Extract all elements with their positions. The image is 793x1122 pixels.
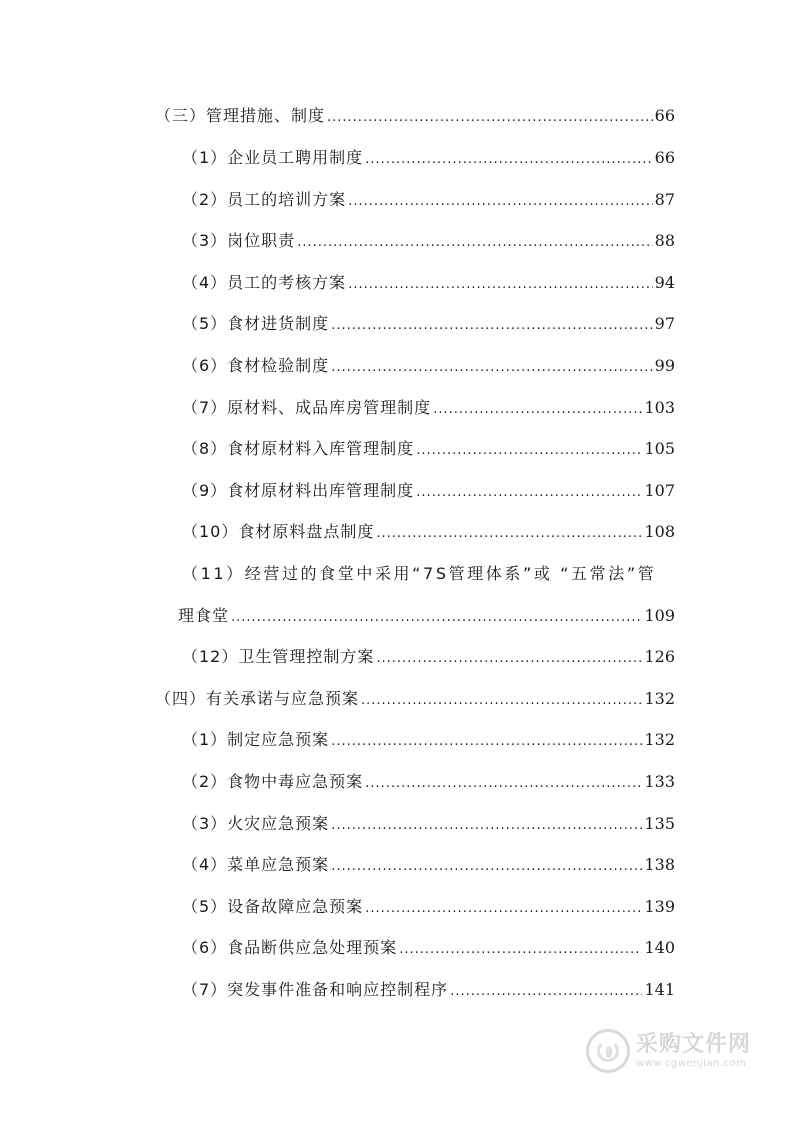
toc-entry-label: （1）制定应急预案 bbox=[182, 730, 330, 749]
toc-entry-page: 133 bbox=[644, 772, 675, 791]
toc-entry-section-4[interactable] bbox=[155, 689, 675, 709]
toc-entry-label: （12）卫生管理控制方案 bbox=[182, 647, 375, 666]
toc-entry[interactable] bbox=[182, 356, 675, 376]
dot-leader bbox=[348, 275, 652, 295]
dot-leader bbox=[365, 774, 642, 794]
toc-entry-label: （6）食材检验制度 bbox=[182, 356, 330, 375]
dot-leader bbox=[331, 816, 642, 836]
toc-entry[interactable] bbox=[182, 439, 675, 459]
watermark-text bbox=[636, 1032, 751, 1070]
toc-entry-page: 132 bbox=[644, 730, 675, 749]
toc-entry-label: （4）员工的考核方案 bbox=[182, 273, 347, 292]
dot-leader bbox=[331, 358, 652, 378]
dot-leader bbox=[365, 899, 642, 919]
toc-entry-section-3[interactable] bbox=[155, 106, 675, 126]
toc-entry[interactable] bbox=[182, 814, 675, 834]
dot-leader bbox=[416, 441, 642, 461]
toc-entry-page: 105 bbox=[644, 439, 675, 458]
toc-entry[interactable] bbox=[182, 730, 675, 750]
toc-entry[interactable] bbox=[182, 980, 675, 1000]
toc-entry-page: 97 bbox=[654, 314, 675, 333]
toc-entry-label: （7）突发事件准备和响应控制程序 bbox=[182, 980, 449, 999]
watermark bbox=[586, 1022, 756, 1080]
toc-entry-label: （2）食物中毒应急预案 bbox=[182, 772, 364, 791]
toc-entry[interactable] bbox=[182, 231, 675, 251]
dot-leader bbox=[331, 732, 642, 752]
dot-leader bbox=[327, 108, 653, 128]
toc-entry-label: （7）原材料、成品库房管理制度 bbox=[182, 398, 432, 417]
toc-entry-label: （1）企业员工聘用制度 bbox=[182, 148, 364, 167]
watermark-site-name: 采购文件网 bbox=[636, 1032, 752, 1057]
toc-entry[interactable] bbox=[182, 855, 675, 875]
dot-leader bbox=[297, 233, 652, 253]
dot-leader bbox=[361, 691, 642, 711]
toc-entry-page: 107 bbox=[644, 481, 675, 500]
dot-leader bbox=[331, 857, 642, 877]
toc-entry-label: （5）设备故障应急预案 bbox=[182, 897, 364, 916]
watermark-site-url: www.cgwenjian.com bbox=[636, 1058, 747, 1069]
toc-entry-page: 140 bbox=[644, 938, 675, 957]
toc-entry-label: （3）火灾应急预案 bbox=[182, 814, 330, 833]
toc-entry-label: （8）食材原材料入库管理制度 bbox=[182, 439, 415, 458]
toc-entry-label-continued: 理食堂 bbox=[178, 606, 230, 625]
toc-entry[interactable] bbox=[182, 938, 675, 958]
toc-entry-label: （三）管理措施、制度 bbox=[155, 106, 326, 125]
toc-entry[interactable] bbox=[182, 522, 675, 542]
toc-entry-wrapped-second-line[interactable] bbox=[178, 606, 675, 626]
dot-leader bbox=[416, 483, 642, 503]
toc-entry[interactable] bbox=[182, 190, 675, 210]
dot-leader bbox=[399, 940, 642, 960]
dot-leader bbox=[433, 400, 642, 420]
dot-leader bbox=[376, 649, 642, 669]
dot-leader bbox=[348, 192, 652, 212]
toc-entry-label: （四）有关承诺与应急预案 bbox=[155, 689, 360, 708]
toc-entry-label: （3）岗位职责 bbox=[182, 231, 296, 250]
toc-entry-page: 66 bbox=[654, 148, 675, 167]
toc-entry-page: 109 bbox=[644, 606, 675, 625]
dot-leader bbox=[365, 150, 652, 170]
toc-entry-label: （2）员工的培训方案 bbox=[182, 190, 347, 209]
toc-entry[interactable] bbox=[182, 647, 675, 667]
dot-leader bbox=[376, 524, 642, 544]
toc-entry-page: 87 bbox=[654, 190, 675, 209]
toc-entry[interactable] bbox=[182, 398, 675, 418]
toc-entry-page: 88 bbox=[654, 231, 675, 250]
toc-entry-page: 99 bbox=[654, 356, 675, 375]
toc-entry-page: 132 bbox=[644, 689, 675, 708]
watermark-logo-icon bbox=[586, 1029, 630, 1073]
toc-entry-page: 126 bbox=[644, 647, 675, 666]
toc-entry[interactable] bbox=[182, 772, 675, 792]
toc-entry-page: 108 bbox=[644, 522, 675, 541]
toc-entry-page: 139 bbox=[644, 897, 675, 916]
toc-entry-page: 103 bbox=[644, 398, 675, 417]
toc-entry[interactable] bbox=[182, 148, 675, 168]
toc-entry-page: 66 bbox=[654, 106, 675, 125]
toc-entry[interactable] bbox=[182, 314, 675, 334]
toc-entry[interactable] bbox=[182, 897, 675, 917]
toc-entry-wrapped-first-line[interactable] bbox=[182, 564, 675, 584]
dot-leader bbox=[450, 982, 642, 1002]
toc-entry-page: 138 bbox=[644, 855, 675, 874]
toc-entry-label: （9）食材原材料出库管理制度 bbox=[182, 481, 415, 500]
toc-entry-label: （6）食品断供应急处理预案 bbox=[182, 938, 398, 957]
dot-leader bbox=[231, 608, 642, 628]
toc-entry[interactable] bbox=[182, 481, 675, 501]
toc-entry[interactable] bbox=[182, 273, 675, 293]
toc-entry-page: 94 bbox=[654, 273, 675, 292]
dot-leader bbox=[331, 316, 652, 336]
toc-entry-label: （11）经营过的食堂中采用“7S管理体系”或 “五常法”管 bbox=[182, 564, 657, 583]
toc-entry-label: （4）菜单应急预案 bbox=[182, 855, 330, 874]
toc-entry-label: （5）食材进货制度 bbox=[182, 314, 330, 333]
toc-entry-label: （10）食材原料盘点制度 bbox=[182, 522, 375, 541]
toc-entry-page: 141 bbox=[644, 980, 675, 999]
toc-entry-page: 135 bbox=[644, 814, 675, 833]
